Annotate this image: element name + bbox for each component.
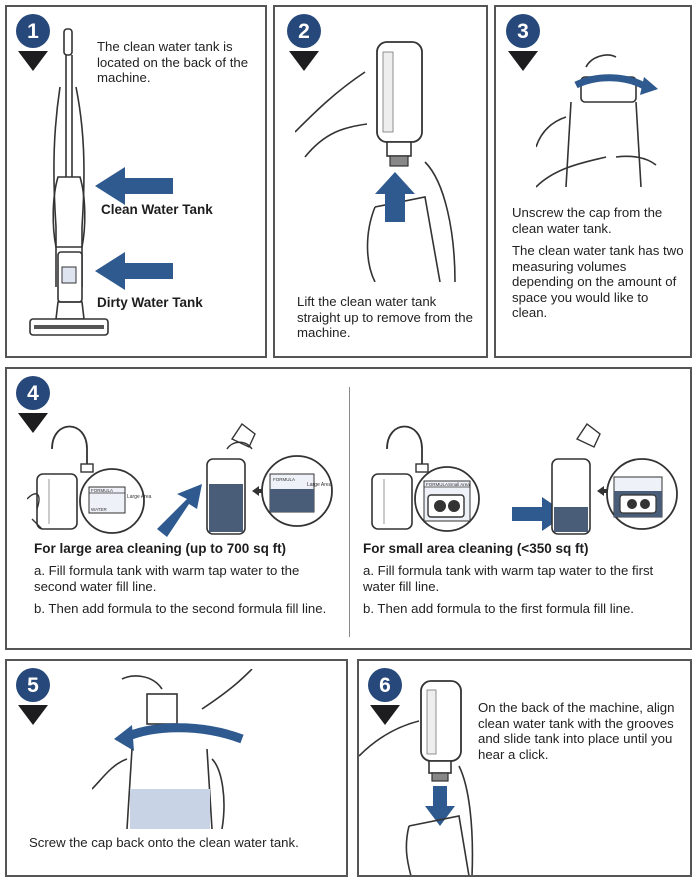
small-area-fill-illustration bbox=[362, 419, 682, 539]
clean-water-tank-label: Clean Water Tank bbox=[101, 202, 213, 217]
step-number: 3 bbox=[517, 20, 529, 43]
large-area-fill-illustration bbox=[27, 419, 337, 539]
step-2-panel bbox=[273, 5, 488, 358]
large-area-step-b: b. Then add formula to the second formula fill line. bbox=[34, 601, 327, 616]
formula-line-label: FORMULA bbox=[273, 477, 296, 482]
step-number: 2 bbox=[298, 20, 310, 43]
step-number: 6 bbox=[379, 674, 391, 697]
dirty-water-tank-label: Dirty Water Tank bbox=[97, 295, 203, 310]
step-3-text-a: Unscrew the cap from the clean water tank. bbox=[512, 205, 663, 236]
step-5-panel bbox=[5, 659, 348, 877]
large-area-zoom-label: Large Area bbox=[307, 482, 332, 488]
step-1-text: The clean water tank is located on the back of the machine. bbox=[97, 39, 249, 85]
divider bbox=[349, 387, 350, 637]
step-number: 5 bbox=[27, 674, 39, 697]
lift-tank-illustration bbox=[295, 32, 475, 282]
screw-cap-illustration bbox=[92, 669, 292, 834]
attach-tank-illustration bbox=[359, 676, 474, 876]
large-area-zoom-label: Large Area bbox=[127, 494, 152, 500]
small-area-title: For small area cleaning (<350 sq ft) bbox=[363, 541, 589, 556]
step-1-panel bbox=[5, 5, 267, 358]
large-area-step-a: a. Fill formula tank with warm tap water to the second water fill line. bbox=[34, 563, 300, 594]
large-area-title: For large area cleaning (up to 700 sq ft) bbox=[34, 541, 287, 556]
unscrew-cap-illustration bbox=[536, 37, 686, 197]
water-line-label: WATER bbox=[91, 507, 107, 512]
step-number: 4 bbox=[27, 382, 39, 405]
step-number: 1 bbox=[27, 20, 39, 43]
arrow-icon bbox=[95, 167, 175, 205]
small-area-zoom-label: Small Area bbox=[448, 482, 470, 487]
formula-line-label: FORMULA bbox=[426, 482, 449, 487]
formula-line-label: FORMULA bbox=[91, 488, 114, 493]
step-badge-5 bbox=[13, 667, 53, 727]
step-6-text: On the back of the machine, align clean water tank with the grooves and slide tank into place until you hear a click. bbox=[478, 700, 675, 762]
small-area-step-a: a. Fill formula tank with warm tap water to the first water fill line. bbox=[363, 563, 654, 594]
arrow-icon bbox=[95, 252, 175, 290]
step-3-panel bbox=[494, 5, 692, 358]
step-6-panel bbox=[357, 659, 692, 877]
step-2-text: Lift the clean water tank straight up to remove from the machine. bbox=[297, 294, 473, 340]
step-4-panel bbox=[5, 367, 692, 650]
small-area-step-b: b. Then add formula to the first formula fill line. bbox=[363, 601, 634, 616]
step-5-text: Screw the cap back onto the clean water tank. bbox=[29, 835, 299, 850]
step-3-text-b: The clean water tank has two measuring volumes depending on the amount of space you would like to clean. bbox=[512, 243, 684, 320]
